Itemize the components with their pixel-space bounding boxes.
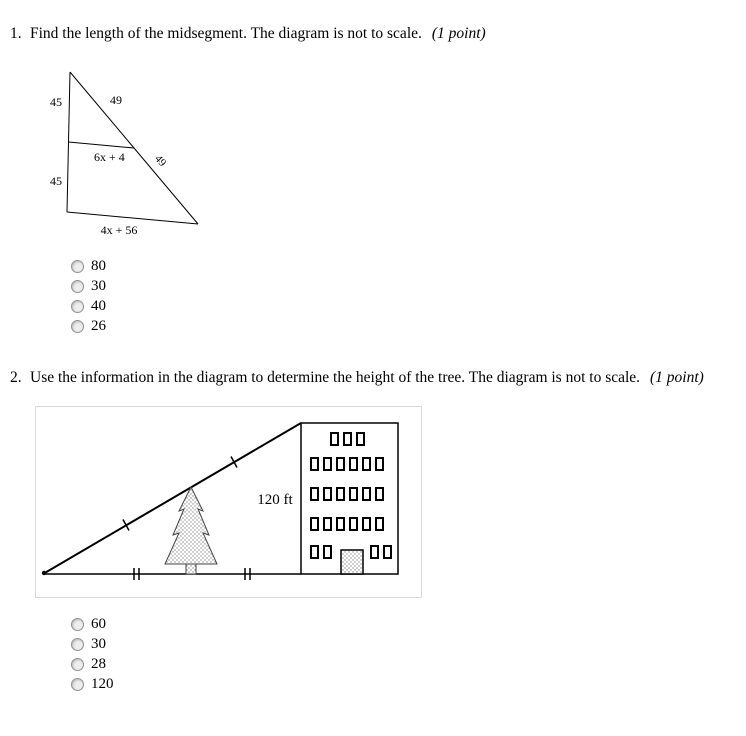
question-2-options bbox=[71, 614, 746, 694]
radio-button[interactable] bbox=[71, 638, 84, 651]
answer-option bbox=[71, 634, 746, 654]
label-midsegment: 6x + 4 bbox=[94, 150, 125, 164]
option-label: 40 bbox=[91, 297, 106, 314]
answer-option bbox=[71, 674, 746, 694]
question-1-points: (1 point) bbox=[431, 25, 486, 42]
radio-button[interactable] bbox=[71, 260, 84, 273]
triangle-midsegment-line bbox=[69, 142, 135, 148]
midsegment-triangle-diagram bbox=[40, 64, 260, 244]
question-1-number: 1. bbox=[10, 25, 22, 42]
radio-button[interactable] bbox=[71, 678, 84, 691]
option-label: 30 bbox=[91, 635, 106, 652]
answer-option bbox=[71, 296, 746, 316]
answer-option bbox=[71, 614, 746, 634]
label-bottom-side: 4x + 56 bbox=[100, 223, 138, 237]
answer-option bbox=[71, 316, 746, 336]
radio-button[interactable] bbox=[71, 280, 84, 293]
building-door bbox=[341, 550, 363, 574]
label-upper-left-segment: 45 bbox=[50, 95, 62, 109]
answer-option bbox=[71, 276, 746, 296]
label-lower-left-segment: 45 bbox=[50, 174, 62, 188]
question-1-header bbox=[0, 24, 746, 44]
question-1 bbox=[0, 0, 746, 336]
tree-building-diagram bbox=[35, 406, 422, 598]
vertex-point bbox=[42, 571, 46, 575]
answer-option bbox=[71, 256, 746, 276]
radio-button[interactable] bbox=[71, 300, 84, 313]
question-1-text: Find the length of the midsegment. The diagram is not to scale. bbox=[30, 25, 422, 42]
question-2-header bbox=[0, 368, 704, 388]
option-label: 28 bbox=[91, 655, 106, 672]
radio-button[interactable] bbox=[71, 320, 84, 333]
tree-trunk bbox=[186, 564, 196, 574]
radio-button[interactable] bbox=[71, 618, 84, 631]
option-label: 120 bbox=[91, 675, 114, 692]
question-2-points: (1 point) bbox=[650, 369, 704, 386]
question-2-number: 2. bbox=[10, 369, 22, 386]
building-height-label: 120 ft bbox=[257, 492, 293, 508]
option-label: 26 bbox=[91, 317, 106, 334]
option-label: 30 bbox=[91, 277, 106, 294]
question-2-text: Use the information in the diagram to determine the height of the tree. The diagram is not to scale. bbox=[30, 369, 641, 386]
option-label: 60 bbox=[91, 615, 106, 632]
label-lower-right-segment: 49 bbox=[152, 152, 169, 170]
question-2 bbox=[0, 368, 746, 694]
label-upper-right-segment: 49 bbox=[110, 93, 122, 107]
radio-button[interactable] bbox=[71, 658, 84, 671]
answer-option bbox=[71, 654, 746, 674]
question-1-options bbox=[71, 256, 746, 336]
option-label: 80 bbox=[91, 257, 106, 274]
